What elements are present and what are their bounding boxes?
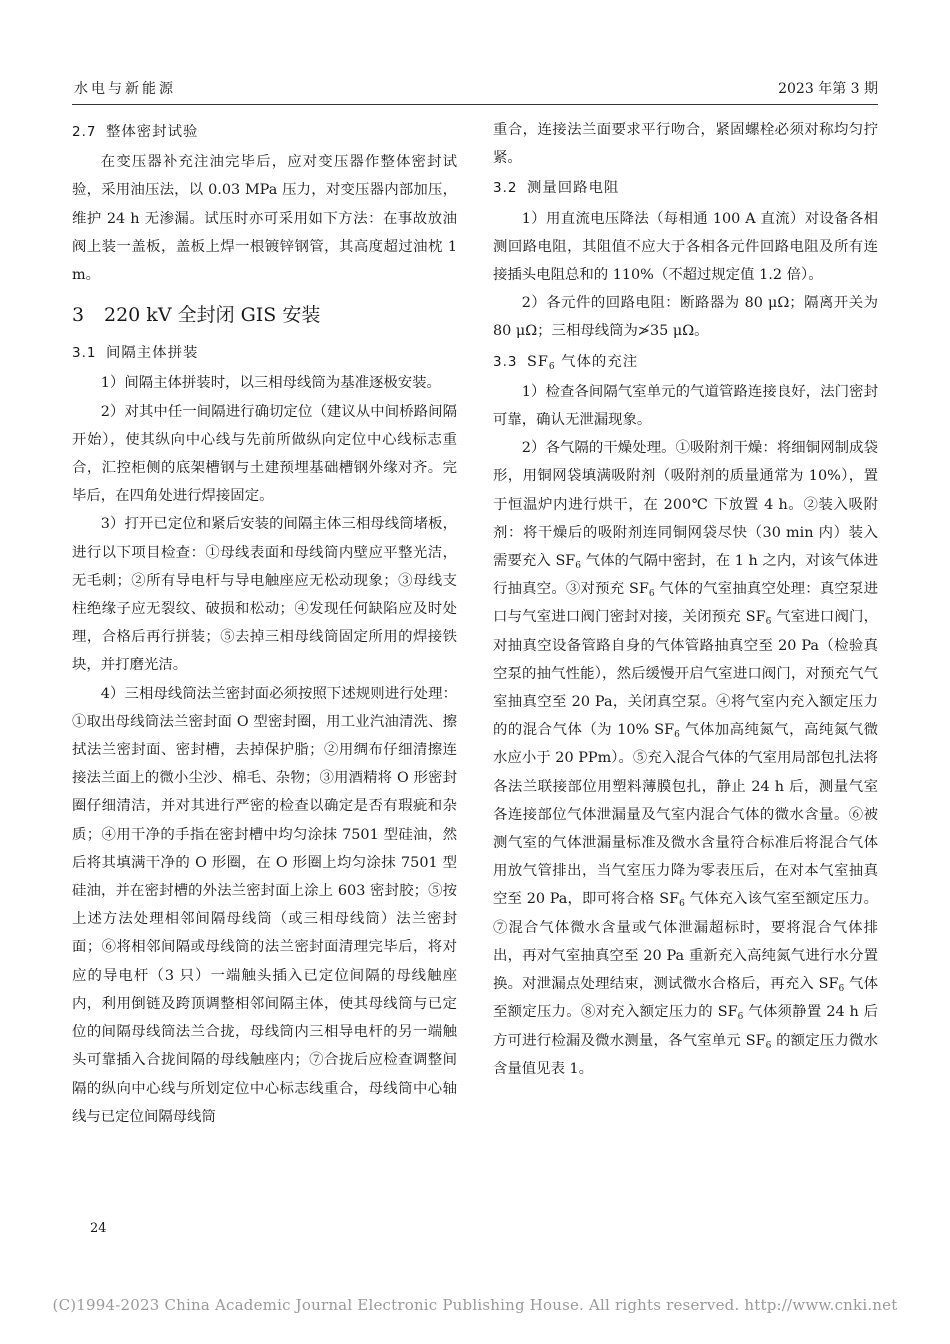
journal-title: 水电与新能源	[74, 81, 176, 97]
sf6-label: SF	[745, 1032, 766, 1049]
header-rule	[72, 104, 878, 105]
paragraph: 1）间隔主体拼装时，以三相母线筒为基准逐极安装。	[100, 375, 441, 392]
section-number: 3.1	[72, 345, 97, 362]
text-run: 2）各气隔的干燥处理。①吸附剂干燥：将细铜网制成袋形，用铜网袋填满吸附剂（吸附剂的质量通常为 10%），置于恒温炉内进行烘干，在 200℃ 下放置 4 h。②装入吸附剂：将干燥后的吸附剂连同铜网袋尽快（30 min 内）装入需要充入	[493, 440, 878, 570]
sf6-label: SF	[629, 581, 649, 598]
section-number: 3	[72, 304, 85, 327]
text-run: 气体须静置 24 h 后方可进行检漏及微水测量，各气室单元	[493, 1004, 878, 1049]
sf6-label: SF	[527, 353, 549, 370]
sf6-subscript: 6	[575, 561, 582, 572]
sf6-subscript: 6	[548, 361, 556, 372]
paragraph: 1）检查各间隔气室单元的气道管路连接良好，法门密封可靠，确认无泄漏现象。	[493, 383, 878, 429]
sf6-label: SF	[555, 553, 576, 570]
section-2-7-heading	[72, 118, 457, 146]
section-3-1-heading	[72, 339, 457, 367]
issue-label: 2023 年第 3 期	[778, 81, 878, 97]
copyright-footer: (C)1994-2023 China Academic Journal Electronic Publishing House. All rights reserved. http://www.cnki.net	[52, 1296, 898, 1314]
sf6-label: SF	[659, 891, 680, 908]
text-run: 气体至额定压力。⑧对充入额定压力的	[493, 976, 878, 1021]
section-3-heading	[72, 299, 457, 331]
section-title: 测量回路电阻	[527, 180, 620, 197]
paragraph: 在变压器补充注油完毕后，应对变压器作整体密封试验，采用油压法，以 0.03 MPa 压力，对变压器内部加压，维护 24 h 无渗漏。试压时亦可采用如下方法：在事故放油阀上装一盖板，盖板上焊一根镀锌钢管，其高度超过油枕 1 m。	[72, 154, 457, 284]
section-3-3-heading	[493, 348, 878, 376]
sf6-subscript: 6	[838, 984, 845, 995]
text-run: 气体的气室抽真空处理：真空泵进口与气室进口阀门密封对接，关闭预充	[493, 581, 878, 626]
sf6-subscript: 6	[679, 899, 685, 910]
section-title: 220 kV 全封闭 GIS 安装	[104, 304, 321, 327]
section-number: 3.3	[493, 353, 518, 370]
paragraph: 2）对其中任一间隔进行确切定位（建议从中间桥路间隔开始），使其纵向中心线与先前所做纵向定位中心线标志重合，汇控柜侧的底架槽钢与土建预埋基础槽钢外缘对齐。完毕后，在四角处进行焊接固定。	[72, 403, 457, 505]
paragraph: 4）三相母线筒法兰密封面必须按照下述规则进行处理：①取出母线筒法兰密封面 O 型密封圈，用工业汽油清洗、擦拭法兰密封面、密封槽，去掉保护脂；②用绸布仔细清擦连接法兰面上的微小尘沙、棉毛、杂物；③用酒精将 O 形密封圈仔细清洁，并对其进行严密的检查以确定是否有瑕疵和杂质；④用干净的手指在密封槽中均匀涂抹 7501 型硅油，然后将其填满干净的 O 形圈，在 O 形圈上均匀涂抹 7501 型硅油，并在密封槽的外法兰密封面上涂上 603 密封胶；⑤按上述方法处理相邻间隔母线筒（或三相母线筒）法兰密封面；⑥将相邻间隔或母线筒的法兰密封面清理完毕后，将对应的导电杆（3 只）一端触头插入已定位间隔的母线触座内，利用倒链及跨顶调整相邻间隔主体，使其母线筒与已定位的间隔母线筒法兰合拢，母线筒内三相导电杆的另一端触头可靠插入合拢间隔的母线触座内；⑦合拢后应检查调整间隔的纵向中心线与所划定位中心标志线重合，母线筒中心轴线与已定位间隔母线筒	[72, 685, 457, 1125]
paragraph: 1）用直流电压降法（每相通 100 A 直流）对设备各相测回路电阻，其阻值不应大于各相各元件回路电阻及所有连接插头电阻总和的 110%（不超过规定值 1.2 倍）。	[493, 210, 878, 284]
section-3-2-heading	[493, 174, 878, 202]
text-run: 气体充入该气室至额定压力。⑦混合气体微水含量或气体泄漏超标时，要将混合气体排出，再对气室抽真空至 20 Pa 重新充入高纯氮气进行水分置换。对泄漏点处理结束，测试微水合格后，再充入	[493, 891, 879, 993]
sf6-label: SF	[654, 722, 675, 739]
sf6-label: SF	[745, 609, 766, 626]
text-run: 的额定压力微水含量值见表 1。	[493, 1032, 879, 1077]
sf6-subscript: 6	[648, 589, 655, 600]
sf6-subscript: 6	[765, 617, 772, 628]
sf6-label: SF	[717, 1004, 738, 1021]
section-title: 间隔主体拼装	[106, 345, 199, 362]
right-column	[493, 116, 878, 1083]
section-number: 3.2	[493, 180, 518, 197]
sf6-label: SF	[818, 976, 839, 993]
section-number: 2.7	[72, 124, 97, 140]
paragraph: 3）打开已定位和紧后安装的间隔主体三相母线筒堵板，进行以下项目检查：①母线表面和母线筒内壁应平整光洁，无毛刺；②所有导电杆与导电触座应无松动现象；③母线支柱绝缘子应无裂纹、破损和松动；④发现任何缺陷应及时处理，合格后再行拼装；⑤去掉三相母线筒固定所用的焊接铁块，并打磨光洁。	[72, 516, 457, 674]
sf6-subscript: 6	[674, 730, 680, 741]
page-number: 24	[90, 1221, 107, 1236]
paragraph: 2）各元件的回路电阻：断路器为 80 μΩ；隔离开关为 80 μΩ；三相母线筒为≯35 μΩ。	[493, 295, 878, 340]
sf6-subscript: 6	[737, 1012, 744, 1023]
paragraph-drying	[493, 434, 878, 1083]
sf6-subscript: 6	[765, 1040, 772, 1051]
text-run: 气体加高纯氮气，高纯氮气微水应小于 20 PPm）。⑤充入混合气体的气室用局部包扎法将各法兰联接部位用塑料薄膜包扎，静止 24 h 后，测量气室各连接部位气体泄漏量及气室内混合气体的微水含量。⑥被测气室的气体泄漏量标准及微水含量符合标准后将混合气体用放气管排出，当气室压力降为零表压后，在对本气室抽真空至 20 Pa，即可将合格	[493, 722, 878, 908]
section-title: 气体的充注	[555, 353, 639, 370]
paragraph-continued: 重合，连接法兰面要求平行吻合，紧固螺栓必须对称均匀拧紧。	[493, 122, 878, 167]
text-run: 气室进口阀门，对抽真空设备管路自身的气体管路抽真空至 20 Pa（检验真空泵的抽气性能），然后缓慢开启气室进口阀门，对预充气气室抽真空至 20 Pa，关闭真空泵。④将气室内充入额定压力的的混合气体（为 10%	[493, 609, 879, 739]
text-run: 气体的气隔中密封，在 1 h 之内，对该气体进行抽真空。③对预充	[493, 553, 878, 598]
section-title: 整体密封试验	[106, 124, 199, 140]
left-column	[72, 116, 457, 1131]
